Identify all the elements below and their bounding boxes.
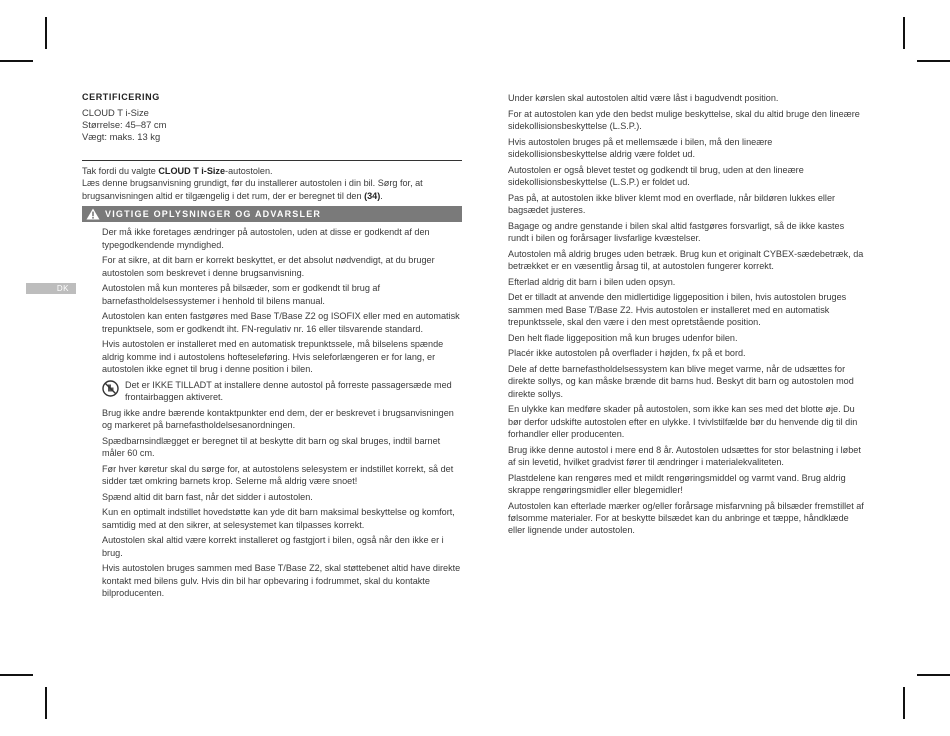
warning-item: Bagage og andre genstande i bilen skal altid fastgøres forsvarligt, så de ikke kastes rundt i bilen og forårsager livsfarlige kvæstelser.	[508, 220, 845, 243]
warning-item: Det er tilladt at anvende den midlertidige liggeposition i bilen, hvis autostolen bruges sammen med Base T/Base Z2. Hvis autostolen er installeret med en automatisk trepunktssele, skal den være i den mest opretstående position.	[508, 292, 847, 327]
warning-item: Pas på, at autostolen ikke bliver klemt mod en overflade, når bildøren lukkes eller bagsædet justeres.	[508, 192, 836, 215]
intro-thanks: Tak fordi du valgte CLOUD T i-Size-autostolen.	[82, 166, 273, 176]
divider	[82, 160, 462, 161]
warning-heading: VIGTIGE OPLYSNINGER OG ADVARSLER	[82, 206, 462, 222]
warning-item: Hvis autostolen bruges sammen med Base T/Base Z2, skal støttebenet altid have direkte kontakt med bilens gulv. Hvis din bil har opbevaring i fodrummet, skal du kontakte bilproducenten.	[102, 563, 461, 599]
warning-item: Autostolen kan enten fastgøres med Base T/Base Z2 og ISOFIX eller med en automatisk trepunktsele, som er godkendt iht. FN-regulativ nr. 16 eller tilsvarende standard.	[102, 311, 460, 334]
crop-mark-bl-v	[45, 687, 47, 719]
no-front-seat-icon	[102, 380, 119, 397]
crop-mark-bl-h	[0, 674, 33, 676]
certification-heading: CERTIFICERING	[82, 92, 160, 102]
cert-size: Størrelse: 45–87 cm	[82, 119, 167, 130]
warning-item: Brug ikke denne autostol i mere end 8 år. Autostolen udsættes for stor belastning i løbet af sin levetid, hvilket gradvist fører til ændringer i materialekvaliteten.	[508, 444, 861, 467]
crop-mark-br-v	[903, 687, 905, 719]
warning-item: Autostolen må aldrig bruges uden betræk. Brug kun et originalt CYBEX-sædebetræk, da betrækket er en væsentlig årsag til, at autostolen fungerer korrekt.	[508, 248, 864, 271]
crop-mark-tr-v	[903, 17, 905, 49]
warning-item: Autostolen kan efterlade mærker og/eller forårsage misfarvning på bilsæder fremstillet af følsomme materialer. For at beskytte bilsædet kan du anbringe et tæppe, håndklæde eller lignende under autostolen.	[508, 500, 864, 536]
crop-mark-tl-h	[0, 60, 33, 62]
cert-product: CLOUD T i-Size	[82, 107, 149, 118]
warning-item: Brug ikke andre bærende kontaktpunkter end dem, der er beskrevet i brugsanvisningen og markeret på barnefastholdelsesanordningen.	[102, 407, 454, 431]
warning-item: Hvis autostolen bruges på et mellemsæde i bilen, må den lineære sidekollisionsbeskyttelse aldrig være foldet ud.	[508, 136, 773, 159]
warning-item: Hvis autostolen er installeret med en automatisk trepunktssele, må bilselens spænde aldrig komme ind i autostolens hofteseleføring. Hvis seleforlængeren er for lang, er autostolen ikke egnet til brug i denne position i bilen.	[102, 339, 444, 375]
warning-item: Den helt flade liggeposition må kun bruges udenfor bilen.	[508, 332, 738, 343]
crop-mark-tl-v	[45, 17, 47, 49]
warning-item: Kun en optimalt indstillet hovedstøtte kan yde dit barn maksimal beskyttelse og komfort, samtidig med at den sikrer, at selesystemet kan tilpasses korrekt.	[102, 507, 455, 530]
warning-item: Spænd altid dit barn fast, når det sidder i autostolen.	[102, 491, 313, 502]
crop-mark-tr-h	[917, 60, 950, 62]
right-column	[508, 92, 864, 540]
warning-item: Efterlad aldrig dit barn i bilen uden opsyn.	[508, 276, 676, 287]
warning-item: For at sikre, at dit barn er korrekt beskyttet, er det absolut nødvendigt, at du bruger autostolen som beskrevet i denne brugsanvisning.	[102, 255, 435, 278]
intro-read: Læs denne brugsanvisning grundigt, før du installerer autostolen i din bil. Sørg for, at brugsanvisningen altid er tilgængelig i det rum, der er beregnet til den (34).	[82, 178, 423, 201]
warning-item: Der må ikke foretages ændringer på autostolen, uden at disse er godkendt af den typegodkendende myndighed.	[102, 227, 430, 250]
warning-triangle-icon	[86, 208, 100, 220]
crop-mark-br-h	[917, 674, 950, 676]
warning-item: Dele af dette barnefastholdelsessystem kan blive meget varme, når de udsættes for direkte sollys, og kan måske brænde dit barns hud. Beskyt dit barn og autostolen mod direkte sollys.	[508, 363, 854, 399]
warning-item: Autostolen er også blevet testet og godkendt til brug, uden at den lineære sidekollisionsbeskyttelse (L.S.P.) er foldet ud.	[508, 164, 804, 187]
left-column	[82, 92, 462, 603]
warning-item: En ulykke kan medføre skader på autostolen, som ikke kan ses med det blotte øje. Du bør derfor udskifte autostolen efter en ulykke. I tvivlstilfælde bør du henvende dig til din forhandler eller producenten.	[508, 404, 858, 439]
warning-item: Autostolen må kun monteres på bilsæder, som er godkendt til brug af barnefastholdelsessystemer i henhold til bilens manual.	[102, 283, 381, 306]
airbag-warning: Det er IKKE TILLADT at installere denne autostol på forreste passagersæde med frontairbaggen aktiveret.	[102, 379, 462, 404]
warning-item: Plastdelene kan rengøres med et mildt rengøringsmiddel og varmt vand. Brug aldrig skrappe rengøringsmidler eller blegemidler!	[508, 472, 846, 495]
warning-item: For at autostolen kan yde den bedst mulige beskyttelse, skal du altid bruge den lineære sidekollisionsbeskyttelse (L.S.P.).	[508, 108, 860, 131]
warning-item: Placér ikke autostolen på overflader i højden, fx på et bord.	[508, 348, 746, 359]
warning-item: Autostolen skal altid være korrekt installeret og fastgjort i bilen, også når den ikke er i brug.	[102, 535, 444, 558]
cert-weight: Vægt: maks. 13 kg	[82, 131, 161, 142]
language-tab: DK	[26, 283, 76, 294]
warning-item: Spædbarnsindlægget er beregnet til at beskytte dit barn og skal bruges, indtil barnet måler 60 cm.	[102, 435, 441, 459]
warning-item: Før hver køretur skal du sørge for, at autostolens selesystem er indstillet korrekt, så det sidder tæt omkring barnets krop. Selerne må aldrig være snoet!	[102, 463, 454, 487]
warning-item: Under kørslen skal autostolen altid være låst i bagudvendt position.	[508, 93, 779, 103]
